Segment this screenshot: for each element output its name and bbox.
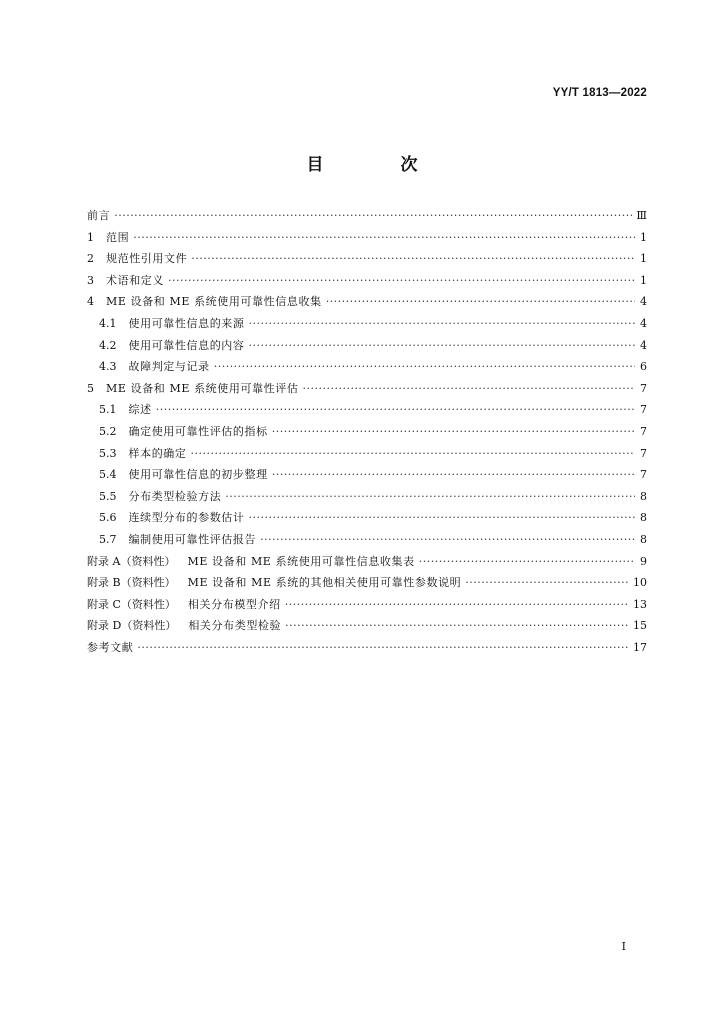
toc-leader-dots [249, 507, 636, 529]
toc-entry[interactable] [87, 551, 647, 573]
toc-entry-number: 5 [87, 381, 94, 395]
toc-entry-page: 10 [633, 576, 647, 590]
toc-entry-number: 附录 B（资料性） [87, 576, 176, 590]
toc-leader-dots [191, 443, 636, 465]
page-title: 目 次 [306, 155, 448, 175]
toc-entry-label: 范围 [106, 230, 130, 244]
toc-entry-label: 综述 [128, 403, 152, 417]
toc-entry-number: 5.2 [99, 424, 117, 438]
toc-entry[interactable] [87, 378, 647, 400]
toc-entry[interactable] [87, 637, 647, 659]
toc-entry[interactable] [87, 421, 647, 443]
toc-entry-label: ME 设备和 ME 系统使用可靠性信息收集 [106, 295, 322, 309]
toc-entry-page: 17 [633, 640, 647, 654]
toc-leader-dots [214, 356, 635, 378]
toc-entry[interactable] [87, 443, 647, 465]
toc-leader-dots [156, 399, 635, 421]
toc-entry-label: 连续型分布的参数估计 [128, 511, 245, 525]
toc-leader-dots [249, 313, 636, 335]
toc-entry-number: 5.6 [99, 511, 117, 525]
toc-entry-page: 7 [640, 403, 647, 417]
toc-entry-page: 1 [640, 230, 647, 244]
toc-leader-dots [326, 291, 635, 313]
standard-code: YY/T 1813—2022 [552, 87, 647, 99]
toc-entry[interactable] [87, 486, 647, 508]
toc-entry[interactable] [87, 399, 647, 421]
toc-entry[interactable] [87, 594, 647, 616]
toc-entry-number: 4 [87, 295, 94, 309]
toc-entry-label: 故障判定与记录 [128, 360, 210, 374]
toc-entry[interactable] [87, 356, 647, 378]
toc-entry-page: 1 [640, 273, 647, 287]
toc-entry[interactable] [87, 291, 647, 313]
toc-entry-number: 4.1 [99, 316, 117, 330]
page-number: I [621, 940, 626, 953]
toc-entry[interactable] [87, 335, 647, 357]
toc-entry-number: 5.4 [99, 468, 117, 482]
toc-entry-page: 1 [640, 252, 647, 266]
toc-entry[interactable] [87, 572, 647, 594]
toc-entry[interactable] [87, 615, 647, 637]
toc-entry[interactable] [87, 248, 647, 270]
toc-entry-label: 使用可靠性信息的内容 [128, 338, 245, 352]
toc-entry-page: 13 [633, 597, 647, 611]
toc-leader-dots [225, 486, 635, 508]
toc-entry-page: 7 [640, 446, 647, 460]
toc-leader-dots [285, 615, 629, 637]
toc-entry-label: 使用可靠性信息的来源 [128, 316, 245, 330]
toc-leader-dots [168, 270, 635, 292]
toc-entry-label: 编制使用可靠性评估报告 [128, 532, 257, 546]
toc-entry-number: 5.5 [99, 489, 117, 503]
toc-entry[interactable] [87, 529, 647, 551]
toc-leader-dots [465, 572, 629, 594]
toc-entry-label: 前言 [87, 209, 111, 222]
toc-entry-page: 4 [640, 316, 647, 330]
toc-entry[interactable] [87, 507, 647, 529]
toc-entry-page: 8 [640, 489, 647, 503]
toc-entry-page: 4 [640, 295, 647, 309]
toc-entry-label: 确定使用可靠性评估的指标 [128, 424, 268, 438]
toc-entry-page: 7 [640, 381, 647, 395]
toc-leader-dots [285, 594, 629, 616]
toc-leader-dots [302, 378, 635, 400]
toc-entry-label: 相关分布类型检验 [188, 619, 282, 633]
toc-leader-dots [272, 464, 635, 486]
toc-entry-page: 7 [640, 424, 647, 438]
toc-entry-label: 相关分布模型介绍 [187, 597, 281, 611]
toc-entry-label: 参考文献 [87, 640, 134, 654]
toc-entry-number: 5.1 [99, 403, 117, 417]
toc-leader-dots [260, 529, 635, 551]
toc-entry-page: Ⅲ [636, 209, 647, 222]
toc-leader-dots [272, 421, 635, 443]
toc-entry-label: ME 设备和 ME 系统使用可靠性信息收集表 [187, 554, 415, 568]
toc-entry-number: 3 [87, 273, 94, 287]
toc-entry-page: 7 [640, 468, 647, 482]
toc-leader-dots [419, 551, 635, 573]
toc-entry[interactable] [87, 313, 647, 335]
toc-leader-dots [133, 227, 635, 249]
table-of-contents [87, 205, 647, 658]
toc-entry-number: 5.7 [99, 532, 117, 546]
toc-entry-page: 9 [640, 554, 647, 568]
toc-entry-label: ME 设备和 ME 系统的其他相关使用可靠性参数说明 [187, 576, 462, 590]
toc-entry[interactable] [87, 464, 647, 486]
toc-entry-label: 术语和定义 [106, 273, 164, 287]
toc-entry-label: ME 设备和 ME 系统使用可靠性评估 [106, 381, 299, 395]
toc-entry-label: 规范性引用文件 [106, 252, 188, 266]
toc-entry-number: 1 [87, 230, 94, 244]
toc-entry-number: 4.2 [99, 338, 117, 352]
toc-entry-number: 4.3 [99, 360, 117, 374]
toc-entry-page: 6 [640, 360, 647, 374]
toc-entry-page: 8 [640, 511, 647, 525]
toc-leader-dots [249, 335, 636, 357]
toc-leader-dots [137, 637, 629, 659]
toc-entry-number: 附录 A（资料性） [87, 554, 176, 568]
toc-entry[interactable] [87, 270, 647, 292]
toc-entry-number: 附录 D（资料性） [87, 619, 177, 633]
toc-entry-label: 分布类型检验方法 [128, 489, 222, 503]
toc-leader-dots [191, 248, 635, 270]
toc-entry-page: 4 [640, 338, 647, 352]
toc-leader-dots [114, 205, 632, 227]
toc-entry-page: 8 [640, 532, 647, 546]
toc-entry-number: 附录 C（资料性） [87, 597, 176, 611]
toc-entry[interactable] [87, 205, 647, 227]
toc-entry-label: 使用可靠性信息的初步整理 [128, 468, 268, 482]
toc-entry-label: 样本的确定 [128, 446, 187, 460]
toc-entry-page: 15 [633, 619, 647, 633]
toc-entry[interactable] [87, 227, 647, 249]
toc-entry-number: 5.3 [99, 446, 117, 460]
toc-entry-number: 2 [87, 252, 94, 266]
